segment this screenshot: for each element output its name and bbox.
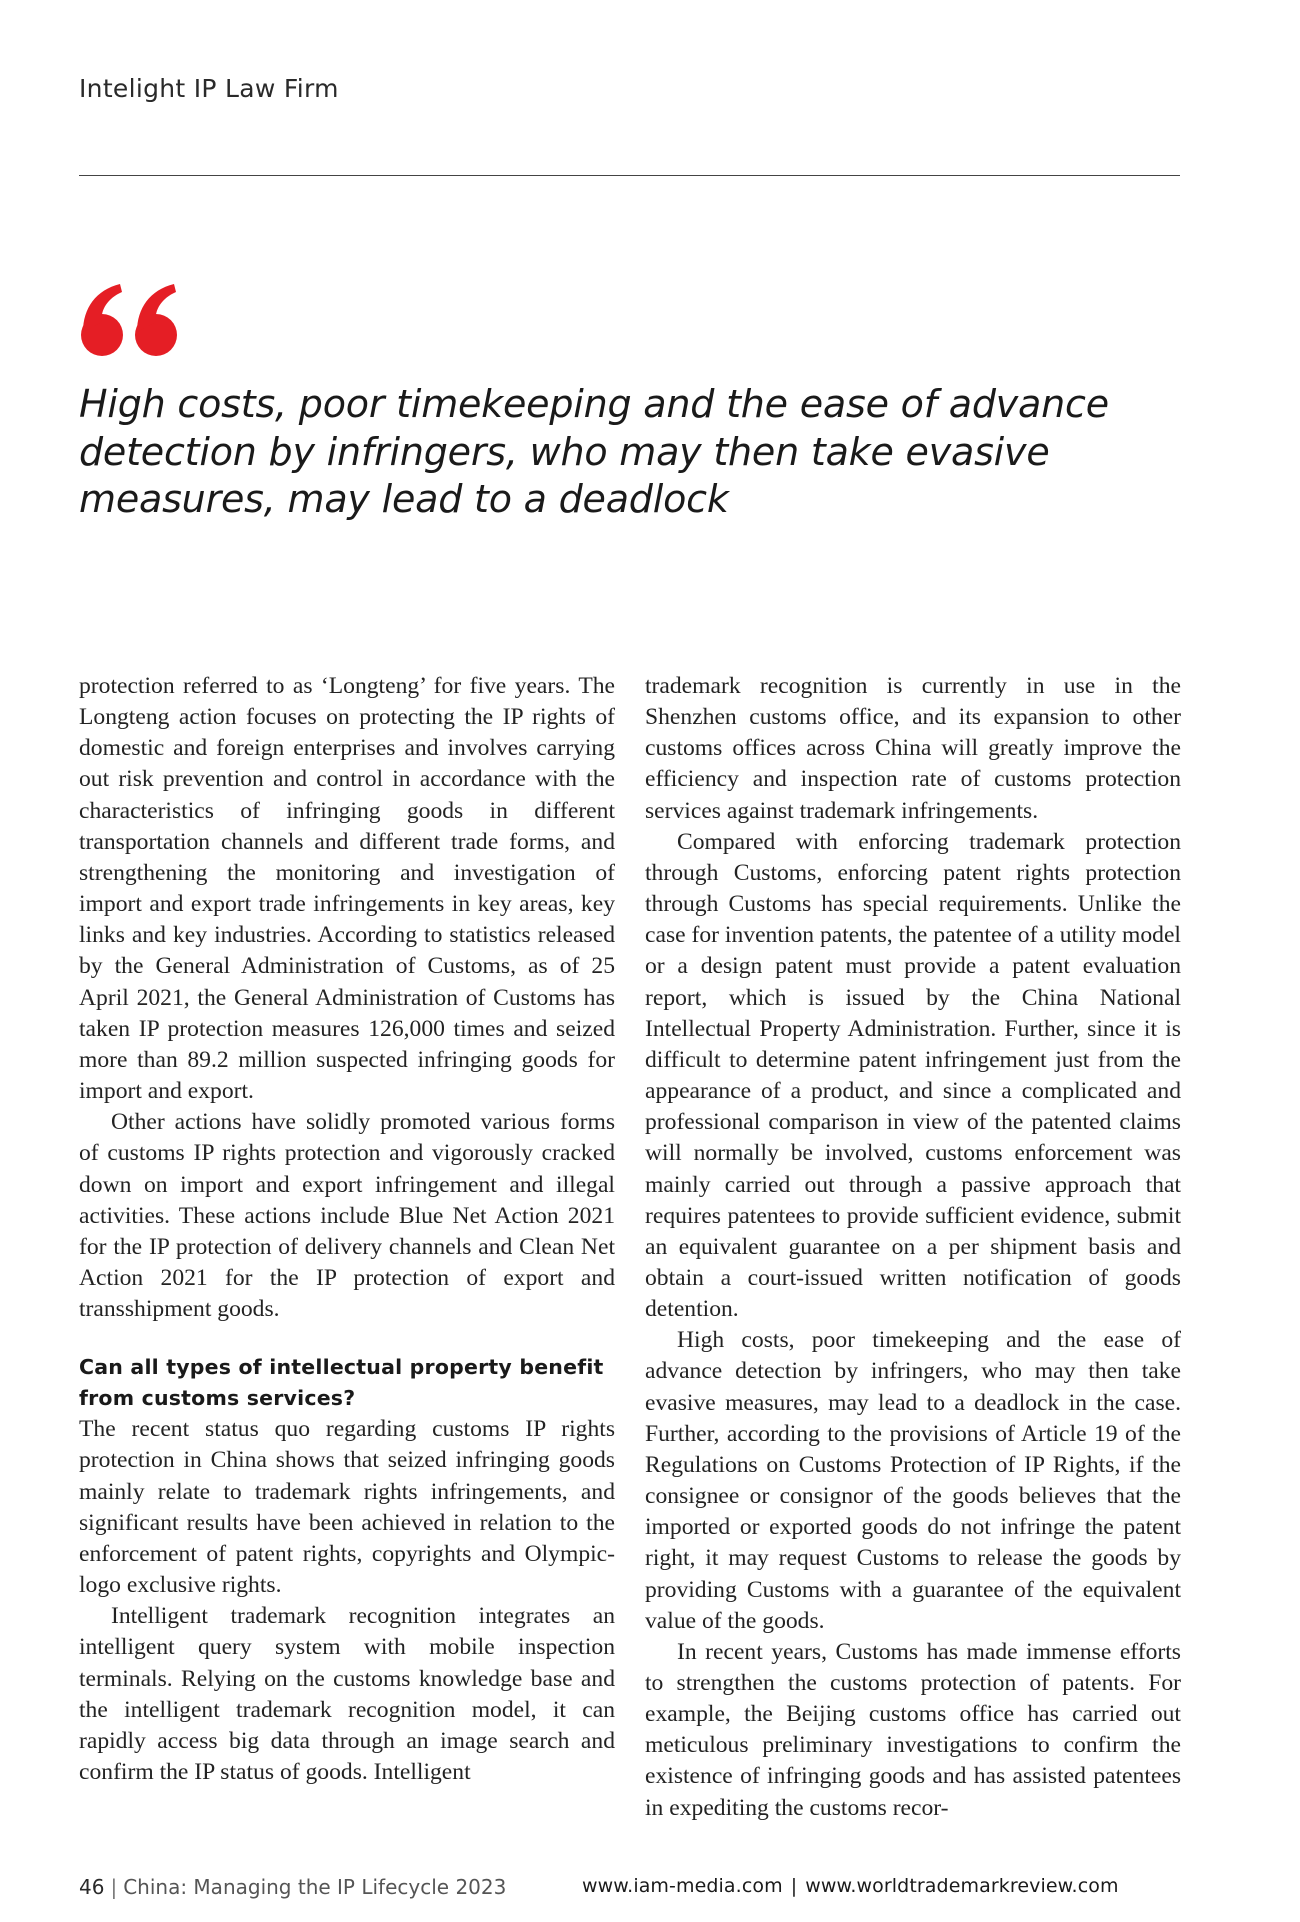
section-heading: Can all types of intellectual property benefit from customs services?	[79, 1355, 604, 1411]
paragraph: Intelligent trademark recognition integrates an intelligent query system with mobile inspection terminals. Relying on the customs knowledge base and the intelligent trademark recognition model, it can rapidly access big data through an image search and confirm the IP status of goods. Intelligent	[79, 1603, 615, 1785]
paragraph: The recent status quo regarding customs IP rights protection in China shows that seized infringing goods mainly relate to trademark rights infringements, and significant results have been achieved in relation to the enforcement of patent rights, copyrights and Olympic-logo exclusive rights.	[79, 1416, 615, 1599]
footer-publication	[79, 1875, 506, 1899]
firm-name: Intelight IP Law Firm	[79, 74, 339, 103]
footer-separator: |	[110, 1875, 118, 1899]
footer-separator: |	[790, 1875, 798, 1897]
paragraph: protection referred to as ‘Longteng’ for five years. The Longteng action focuses on protecting the IP rights of domestic and foreign enterprises and involves carrying out risk prevention and control in accordance with the characteristics of infringing goods in different transportation channels and different trade forms, and strengthening the monitoring and investigation of import and export trade infringements in key areas, key links and key industries. According to statistics released by the General Administration of Customs, as of 25 April 2021, the General Administration of Customs has taken IP protection measures 126,000 times and seized more than 89.2 million suspected infringing goods for import and export.	[79, 673, 615, 1105]
publication-title: China: Managing the IP Lifecycle 2023	[123, 1875, 507, 1899]
paragraph: High costs, poor timekeeping and the ease of advance detection by infringers, who may then take evasive measures, may lead to a deadlock in the case. Further, according to the provisions of Article 19 of the Regulations on Customs Protection of IP Rights, if the consignee or consignor of the goods believes that the imported or exported goods do not infringe the patent right, it may request Customs to release the goods by providing Customs with a guarantee of the equivalent value of the goods.	[645, 1327, 1181, 1634]
left-column	[79, 671, 615, 1788]
website-link[interactable]: www.iam-media.com	[582, 1875, 783, 1897]
quote-mark-icon	[76, 280, 186, 360]
page-number: 46	[79, 1875, 105, 1899]
footer-websites	[582, 1875, 1119, 1897]
website-link[interactable]: www.worldtrademarkreview.com	[805, 1875, 1119, 1897]
header-divider	[79, 175, 1180, 176]
paragraph: Other actions have solidly promoted various forms of customs IP rights protection and vigorously cracked down on import and export infringement and illegal activities. These actions include Blue Net Action 2021 for the IP protection of delivery channels and Clean Net Action 2021 for the IP protection of export and transshipment goods.	[79, 1109, 615, 1323]
paragraph: In recent years, Customs has made immense efforts to strengthen the customs protection of patents. For example, the Beijing customs office has carried out meticulous preliminary investigations to confirm the existence of infringing goods and has assisted patentees in expediting the customs recor-	[645, 1638, 1181, 1821]
pull-quote: High costs, poor timekeeping and the ease of advance detection by infringers, who may then take evasive measures, may lead to a deadlock	[79, 382, 1109, 521]
right-column	[645, 671, 1181, 1824]
paragraph: Compared with enforcing trademark protection through Customs, enforcing patent rights protection through Customs has special requirements. Unlike the case for invention patents, the patentee of a utility model or a design patent must provide a patent evaluation report, which is issued by the China National Intellectual Property Administration. Further, since it is difficult to determine patent infringement just from the appearance of a product, and since a complicated and professional comparison in view of the patented claims will normally be involved, customs enforcement was mainly carried out through a passive approach that requires patentees to provide sufficient evidence, submit an equivalent guarantee on a per shipment basis and obtain a court-issued written notification of goods detention.	[645, 828, 1181, 1323]
paragraph: trademark recognition is currently in use in the Shenzhen customs office, and its expansion to other customs offices across China will greatly improve the efficiency and inspection rate of customs protection services against trademark infringements.	[645, 673, 1181, 824]
